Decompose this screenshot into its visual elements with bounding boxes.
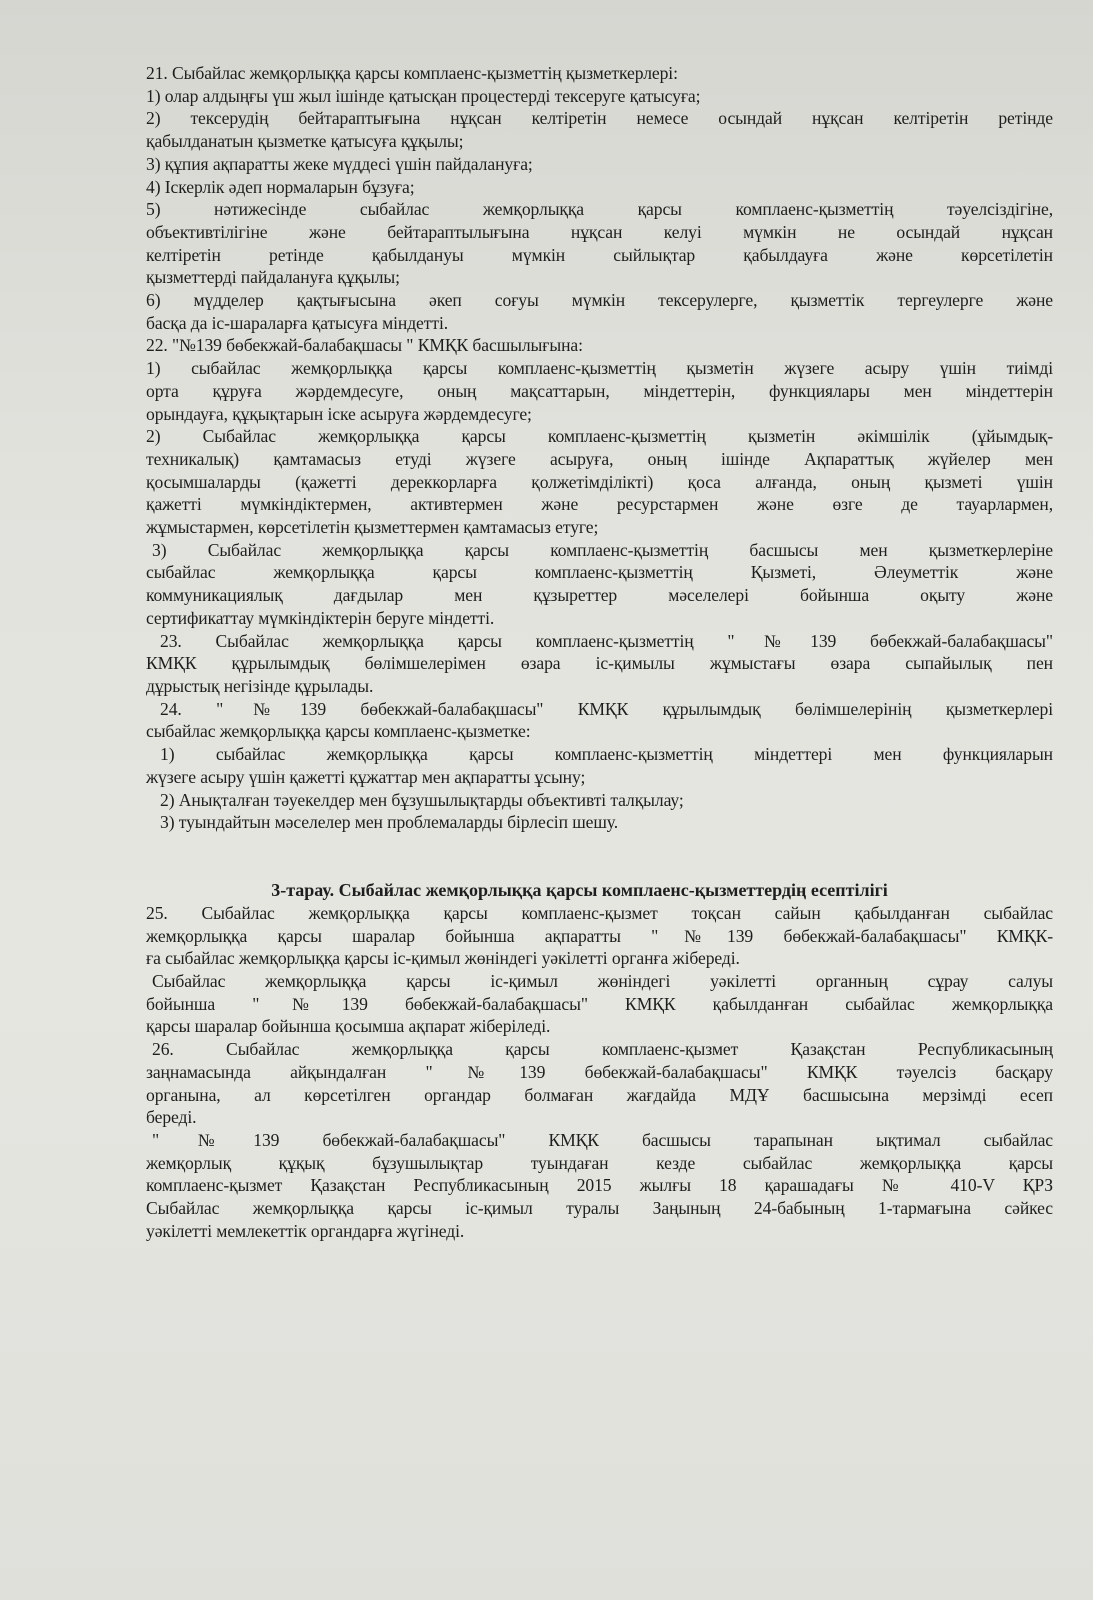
text-line: жүзеге асыру үшін қажетті құжаттар мен ақпаратты ұсыну; [146,766,586,787]
section-heading: 3-тарау. Сыбайлас жемқорлыққа қарсы комплаенс-қызметтердің есептілігі [271,879,888,900]
text-line: уәкілетті мемлекеттік органдарға жүгінеді. [146,1220,465,1241]
text-line: 23. Сыбайлас жемқорлыққа қарсы комплаенс-қызметтің "№139 бөбекжай-балабақшасы" [160,630,1053,651]
text-line: қабылданатын қызметке қатысуға құқылы; [146,131,464,152]
text-line: орта құруға жәрдемдесуге, оның мақсаттарын, міндеттерін, функциялары мен міндеттерін [146,380,1053,401]
text-line: "№139 бөбекжай-балабақшасы" КМҚК басшысы тарапынан ықтимал сыбайлас [152,1129,1053,1150]
text-line: жемқорлыққа қарсы шаралар бойынша ақпаратты "№139 бөбекжай-балабақшасы" КМҚК- [146,925,1053,946]
text-line: орындауға, құқықтарын іске асыруға жәрдемдесуге; [146,403,532,424]
text-line: жұмыстармен, көрсетілетін қызметтермен қамтамасыз етуге; [146,517,599,538]
text-line: 24. "№139 бөбекжай-балабақшасы" КМҚК құрылымдық бөлімшелерінің қызметкерлері [160,698,1053,719]
text-line: техникалық) қамтамасыз етуді жүзеге асыруға, оның ішінде Ақпараттық жүйелер мен [146,448,1053,469]
text-line: сыбайлас жемқорлыққа қарсы комплаенс-қызметтің Қызметі, Әлеуметтік және [146,562,1053,583]
text-line: КМҚК құрылымдық бөлімшелерімен өзара іс-қимылы жұмыстағы өзара сыпайылық пен [146,653,1053,674]
text-line: 5) нәтижесінде сыбайлас жемқорлыққа қарсы комплаенс-қызметтің тәуелсіздігіне, [146,199,1053,220]
text-line: 22. "№139 бөбекжай-балабақшасы " КМҚК басшылығына: [146,335,583,356]
text-line: Сыбайлас жемқорлыққа қарсы іс-қимыл жөніндегі уәкілетті органның сұрау салуы [152,971,1053,992]
text-line: қызметтерді пайдалануға құқылы; [146,267,400,288]
text-line: 1) сыбайлас жемқорлыққа қарсы комплаенс-қызметтің міндеттері мен функцияларын [160,744,1053,765]
section-gap [146,834,1053,878]
text-line: 2) Сыбайлас жемқорлыққа қарсы комплаенс-қызметтің қызметін әкімшілік (ұйымдық- [146,426,1053,447]
text-line: сертификаттау мүмкіндіктерін беруге міндетті. [146,607,495,628]
text-line: объективтілігіне және бейтараптылығына нұқсан келуі мүмкін не осындай нұқсан [146,221,1053,242]
text-line: 6) мүдделер қақтығысына әкеп соғуы мүмкін тексерулерге, қызметтік тергеулерге және [146,290,1053,311]
text-line: береді. [146,1107,197,1128]
text-line: 26. Сыбайлас жемқорлыққа қарсы комплаенс-қызмет Қазақстан Республикасының [152,1039,1053,1060]
text-line: 25. Сыбайлас жемқорлыққа қарсы комплаенс-қызмет тоқсан сайын қабылданған сыбайлас [146,902,1053,923]
text-line: 21. Сыбайлас жемқорлыққа қарсы комплаенс-қызметтің қызметкерлері: [146,63,678,83]
text-line: 3) құпия ақпаратты жеке мүддесі үшін пайдалануға; [146,153,533,174]
text-line: 1) сыбайлас жемқорлыққа қарсы комплаенс-қызметтің қызметін жүзеге асыру үшін тиімді [146,358,1053,379]
text-line: жемқорлық құқық бұзушылықтар туындаған кезде сыбайлас жемқорлыққа қарсы [146,1152,1053,1173]
text-line: 3) туындайтын мәселелер мен проблемаларды бірлесіп шешу. [160,812,619,833]
text-line: 1) олар алдыңғы үш жыл ішінде қатысқан процестерді тексеруге қатысуға; [146,85,701,106]
text-line: коммуникациялық дағдылар мен құзыреттер мәселелері бойынша оқыту және [146,585,1053,606]
text-line: қарсы шаралар бойынша қосымша ақпарат жіберіледі. [146,1016,551,1037]
text-line: комплаенс-қызмет Қазақстан Республикасының 2015 жылғы 18 қарашадағы № 410-V ҚРЗ [146,1175,1053,1196]
text-line: дұрыстық негізінде құрылады. [146,675,374,696]
text-line: 3) Сыбайлас жемқорлыққа қарсы комплаенс-қызметтің басшысы мен қызметкерлеріне [152,539,1053,560]
text-line: органына, ал көрсетілген органдар болмаған жағдайда МДҰ басшысына мерзімді есеп [146,1084,1053,1105]
text-line: қажетті мүмкіндіктермен, активтермен және ресурстармен және өзге де тауарлармен, [146,494,1053,515]
text-line: сыбайлас жемқорлыққа қарсы комплаенс-қызметке: [146,721,531,742]
text-line: келтіретін ретінде қабылдануы мүмкін сыйлықтар қабылдауға және көрсетілетін [146,244,1053,265]
text-line: бойынша "№139 бөбекжай-балабақшасы" КМҚК қабылданған сыбайлас жемқорлыққа [146,993,1053,1014]
text-line: 2) Анықталған тәуекелдер мен бұзушылықтарды объективті талқылау; [160,789,684,810]
text-line: ға сыбайлас жемқорлыққа қарсы іс-қимыл жөніндегі уәкілетті органға жібереді. [146,948,740,969]
text-line: қосымшаларды (қажетті дереккорларға қолжетімділікті) қоса алғанда, оның қызметі үшін [146,471,1053,492]
text-line: заңнамасында айқындалған "№139 бөбекжай-балабақшасы" КМҚК тәуелсіз басқару [146,1061,1053,1082]
text-line: 2) тексерудің бейтараптығына нұқсан келтіретін немесе осындай нұқсан келтіретін ретінде [146,108,1053,129]
text-line: 4) Іскерлік әдеп нормаларын бұзуға; [146,176,415,197]
text-line: Сыбайлас жемқорлыққа қарсы іс-қимыл туралы Заңының 24-бабының 1-тармағына сәйкес [146,1198,1053,1219]
text-line: басқа да іс-шараларға қатысуға міндетті. [146,312,449,333]
